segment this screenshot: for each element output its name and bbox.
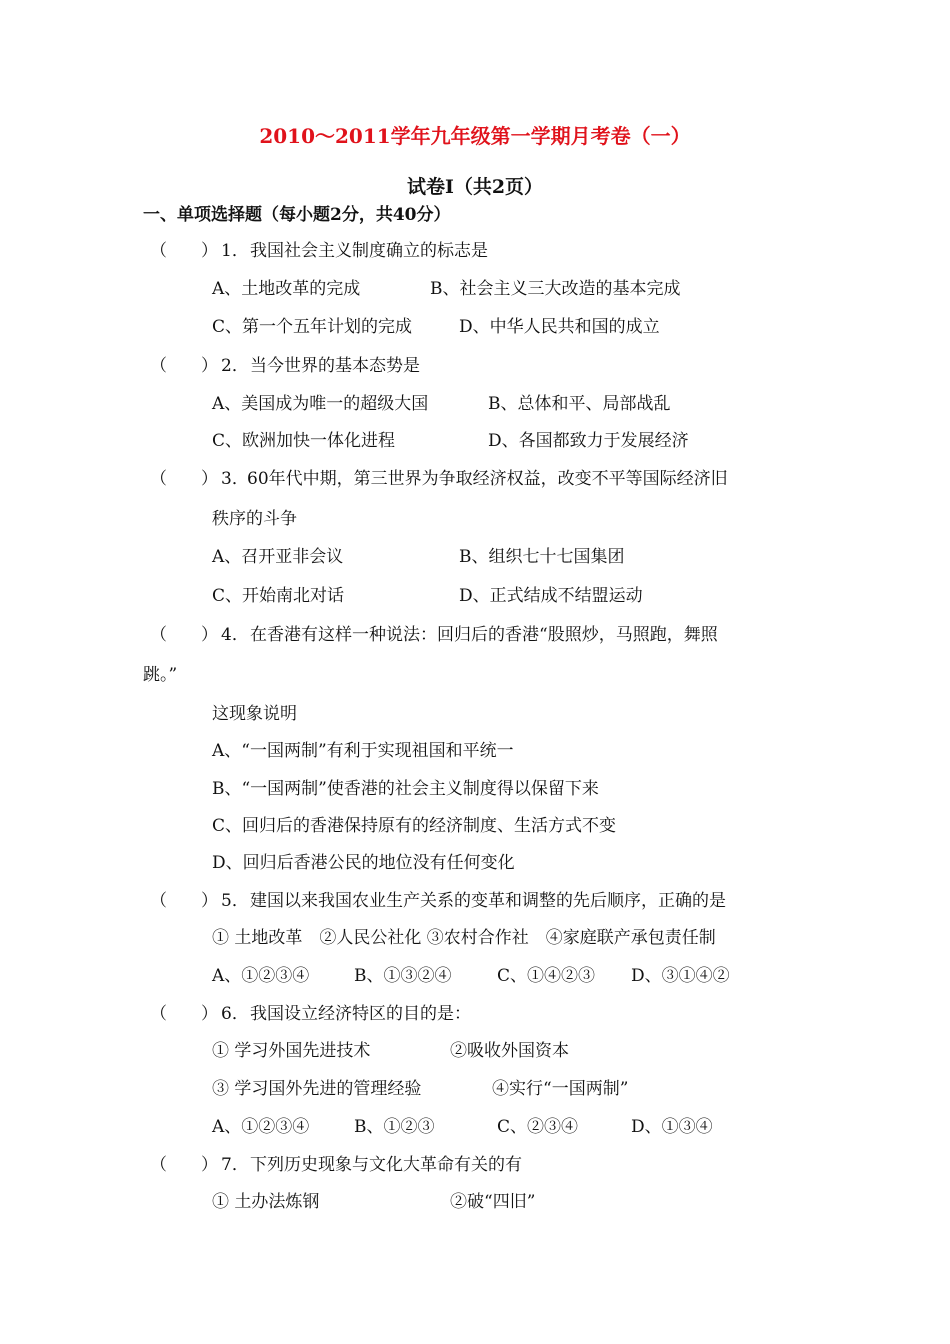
answer-blank-1: （ ）	[150, 241, 218, 261]
option-4b: B、“一国两制”使香港的社会主义制度得以保留下来	[212, 779, 599, 799]
option-4a: A、“一国两制”有利于实现祖国和平统一	[212, 741, 514, 761]
question-number-5: 5．	[221, 891, 249, 911]
question-number-2: 2．	[221, 356, 249, 376]
option-6a: A、①②③④	[212, 1117, 310, 1137]
option-3b: B、组织七十七国集团	[459, 547, 625, 567]
question-stem-4-note: 这现象说明	[212, 704, 297, 724]
option-1b: B、社会主义三大改造的基本完成	[430, 279, 681, 299]
exam-subtitle: 试卷Ⅰ（共2页）	[406, 176, 544, 198]
question-stem-5: 建国以来我国农业生产关系的变革和调整的先后顺序，正确的是	[250, 891, 726, 911]
option-3a: A、召开亚非会议	[212, 547, 344, 567]
option-4d: D、回归后香港公民的地位没有任何变化	[212, 853, 515, 873]
question-stem-3: 60年代中期，第三世界为争取经济权益，改变不平等国际经济旧	[247, 469, 728, 489]
question-number-1: 1．	[221, 241, 249, 261]
question-stem-7: 下列历史现象与文化大革命有关的有	[250, 1155, 522, 1175]
question-item-7-1: ① 土办法炼钢	[212, 1192, 320, 1212]
option-2c: C、欧洲加快一体化进程	[212, 431, 396, 451]
option-6d: D、①③④	[631, 1117, 713, 1137]
question-item-6-1: ① 学习外国先进技术	[212, 1041, 371, 1061]
question-number-6: 6．	[221, 1004, 249, 1024]
answer-blank-2: （ ）	[150, 356, 218, 376]
answer-blank-7: （ ）	[150, 1155, 218, 1175]
question-item-6-3: ③ 学习国外先进的管理经验	[212, 1079, 422, 1099]
option-5a: A、①②③④	[212, 966, 310, 986]
option-6b: B、①②③	[354, 1117, 435, 1137]
answer-blank-3: （ ）	[150, 469, 218, 489]
exam-title: 2010～2011学年九年级第一学期月考卷（一）	[259, 124, 691, 148]
question-stem-1: 我国社会主义制度确立的标志是	[250, 241, 488, 261]
option-1c: C、第一个五年计划的完成	[212, 317, 413, 337]
question-item-6-4: ④实行“一国两制”	[492, 1079, 629, 1099]
question-stem-2: 当今世界的基本态势是	[250, 356, 420, 376]
question-number-7: 7．	[221, 1155, 249, 1175]
option-5c: C、①④②③	[497, 966, 596, 986]
question-item-7-2: ②破“四旧”	[450, 1192, 536, 1212]
question-item-6-2: ②吸收外国资本	[450, 1041, 569, 1061]
answer-blank-6: （ ）	[150, 1004, 218, 1024]
option-3d: D、正式结成不结盟运动	[459, 586, 643, 606]
question-items-5: ① 土地改革 ②人民公社化 ③农村合作社 ④家庭联产承包责任制	[212, 928, 716, 948]
question-stem-6: 我国设立经济特区的目的是：	[250, 1004, 471, 1024]
option-2a: A、美国成为唯一的超级大国	[212, 394, 429, 414]
option-1a: A、土地改革的完成	[212, 279, 361, 299]
option-6c: C、②③④	[497, 1117, 579, 1137]
question-stem-3-continued: 秩序的斗争	[212, 509, 297, 529]
option-5d: D、③①④②	[631, 966, 730, 986]
question-number-4: 4．	[221, 625, 249, 645]
option-5b: B、①③②④	[354, 966, 452, 986]
option-2b: B、总体和平、局部战乱	[488, 394, 671, 414]
answer-blank-4: （ ）	[150, 625, 218, 645]
question-stem-4: 在香港有这样一种说法：回归后的香港“股照炒，马照跑，舞照	[250, 625, 718, 645]
section-heading: 一、单项选择题（每小题2分，共40分）	[143, 205, 451, 225]
question-number-3: 3．	[221, 469, 249, 489]
answer-blank-5: （ ）	[150, 891, 218, 911]
question-stem-4-continued: 跳。”	[143, 665, 178, 685]
option-4c: C、回归后的香港保持原有的经济制度、生活方式不变	[212, 816, 617, 836]
option-3c: C、开始南北对话	[212, 586, 345, 606]
option-2d: D、各国都致力于发展经济	[488, 431, 689, 451]
option-1d: D、中华人民共和国的成立	[459, 317, 660, 337]
